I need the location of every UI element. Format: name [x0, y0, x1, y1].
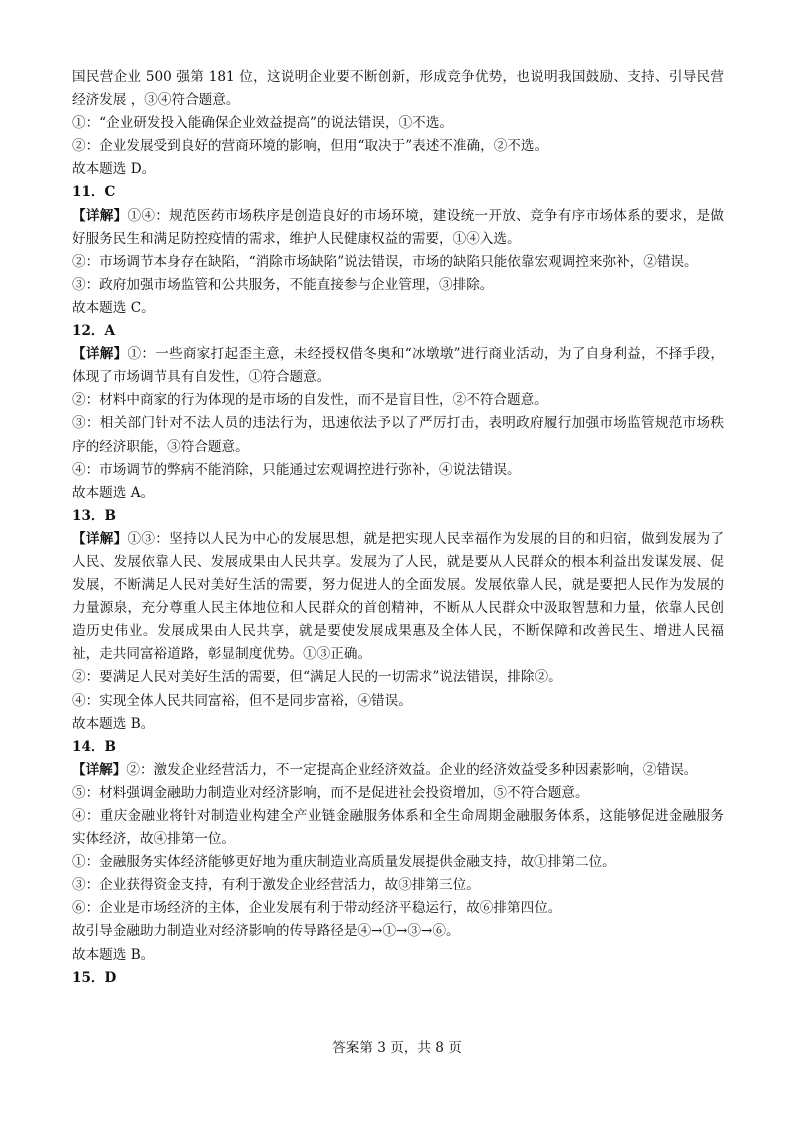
- question-12: [72, 320, 724, 505]
- explanation-paragraph: ⑥：企业是市场经济的主体，企业发展有利于带动经济平稳运行，故⑥排第四位。: [72, 900, 562, 917]
- explanation-paragraph: [72, 343, 724, 389]
- answer-conclusion: 故本题选 A。: [72, 484, 155, 501]
- explanation-paragraph: ③：相关部门针对不法人员的违法行为，迅速依法予以了严厉打击，表明政府履行加强市场监管规范市场秩序的经济职能，③符合题意。: [72, 415, 724, 455]
- question-number: 15．D: [72, 969, 117, 986]
- detail-tag: 【详解】: [72, 761, 127, 778]
- explanation-text: ①④：规范医药市场秩序是创造良好的市场环境，建设统一开放、竞争有序市场体系的要求，是做好服务民生和满足防控疫情的需求，维护人民健康权益的需要，①④入选。: [72, 207, 724, 247]
- explanation-paragraph: [72, 528, 724, 667]
- question-15: [72, 967, 724, 990]
- intro-paragraph: ①：“企业研发投入能确保企业效益提高”的说法错误，①不选。: [72, 115, 453, 132]
- question-11: [72, 181, 724, 320]
- explanation-paragraph: [72, 759, 724, 782]
- explanation-paragraph: ⑤：材料强调金融助力制造业对经济影响，而不是促进社会投资增加，⑤不符合题意。: [72, 784, 589, 801]
- question-13: [72, 505, 724, 736]
- answer-content: [72, 66, 724, 990]
- page-footer: [0, 1038, 794, 1058]
- explanation-paragraph: ①：金融服务实体经济能够更好地为重庆制造业高质量发展提供金融支持，故①排第二位。: [72, 854, 616, 871]
- explanation-paragraph: ④：重庆金融业将针对制造业构建全产业链金融服务体系和全生命周期金融服务体系，这能够促进金融服务实体经济，故④排第一位。: [72, 808, 724, 848]
- explanation-paragraph: ③：企业获得资金支持，有利于激发企业经营活力，故③排第三位。: [72, 877, 480, 894]
- intro-conclusion: 故本题选 D。: [72, 161, 156, 178]
- answer-conclusion: 故本题选 C。: [72, 299, 155, 316]
- question-number: 12．A: [72, 323, 116, 340]
- answer-conclusion: 故本题选 B。: [72, 715, 155, 732]
- explanation-paragraph: ②：材料中商家的行为体现的是市场的自发性，而不是盲目性，②不符合题意。: [72, 392, 548, 409]
- explanation-paragraph: [72, 205, 724, 251]
- answer-conclusion: 故本题选 B。: [72, 946, 155, 963]
- page-number-label: 答案第 3 页，共 8 页: [332, 1040, 462, 1056]
- explanation-paragraph: ②：要满足人民对美好生活的需要，但“满足人民的一切需求”说法错误，排除②。: [72, 669, 562, 686]
- transmission-path: 故引导金融助力制造业对经济影响的传导路径是④→①→③→⑥。: [72, 923, 460, 940]
- question-number: 11．C: [72, 184, 116, 201]
- explanation-text: ①：一些商家打起歪主意，未经授权借冬奥和“冰墩墩”进行商业活动，为了自身利益，不择手段，体现了市场调节具有自发性，①符合题意。: [72, 346, 724, 386]
- question-number: 13．B: [72, 507, 117, 524]
- explanation-text: ①③：坚持以人民为中心的发展思想，就是把实现人民幸福作为发展的目的和归宿，做到发展为了人民、发展依靠人民、发展成果由人民共享。发展为了人民，就是要从人民群众的根本利益出发谋发展、促发展，不断满足人民对美好生活的需要，努力促进人的全面发展。发展依靠人民，就是要把人民作为发展的力量源泉，充分尊重人民主体地位和人民群众的首创精神，不断从人民群众中汲取智慧和力量，依靠人民创造历史伟业。发展成果由人民共享，就是要使发展成果惠及全体人民，不断保障和改善民生、增进人民福祉，走共同富裕道路，彰显制度优势。①③正确。: [72, 530, 724, 663]
- intro-paragraph: ②：企业发展受到良好的营商环境的影响，但用“取决于”表述不准确，②不选。: [72, 138, 549, 155]
- explanation-text: ②：激发企业经营活力，不一定提高企业经济效益。企业的经济效益受多种因素影响，②错误。: [126, 761, 698, 778]
- explanation-paragraph: ④：市场调节的弊病不能消除，只能通过宏观调控进行弥补，④说法错误。: [72, 461, 521, 478]
- intro-paragraph: 国民营企业 500 强第 181 位，这说明企业要不断创新，形成竞争优势，也说明我国鼓励、支持、引导民营经济发展 ，③④符合题意。: [72, 69, 724, 109]
- question-number: 14．B: [72, 738, 117, 755]
- detail-tag: 【详解】: [72, 207, 128, 224]
- question-14: [72, 736, 724, 967]
- explanation-paragraph: ④：实现全体人民共同富裕，但不是同步富裕，④错误。: [72, 692, 412, 709]
- detail-tag: 【详解】: [72, 530, 128, 547]
- explanation-paragraph: ②：市场调节本身存在缺陷，“消除市场缺陷”说法错误，市场的缺陷只能依靠宏观调控来弥补，②错误。: [72, 253, 698, 270]
- detail-tag: 【详解】: [72, 346, 128, 363]
- explanation-paragraph: ③：政府加强市场监管和公共服务，不能直接参与企业管理，③排除。: [72, 276, 494, 293]
- intro-block: [72, 66, 724, 181]
